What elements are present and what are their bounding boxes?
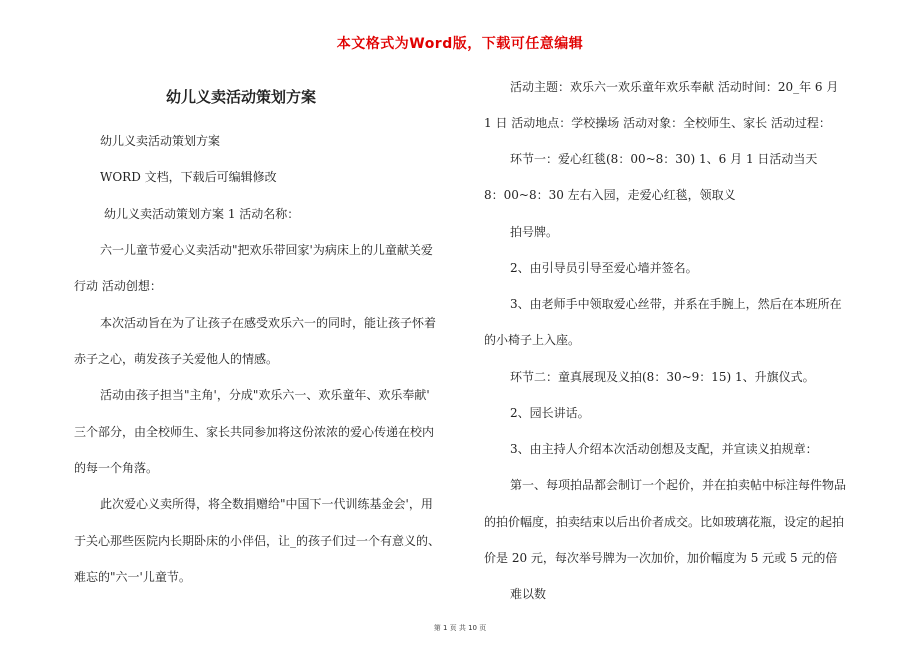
left-line: 六一儿童节爱心义卖活动"把欢乐带回家'为病床上的儿童献关爱 xyxy=(100,243,433,257)
left-line: 幼儿义卖活动策划方案 xyxy=(100,134,221,148)
left-line: 于关心那些医院内长期卧床的小伴侣，让_的孩子们过一个有意义的、 xyxy=(74,534,441,548)
right-line: 难以数 xyxy=(510,587,547,601)
right-line: 1 日 活动地点：学校操场 活动对象：全校师生、家长 活动过程： xyxy=(484,116,831,130)
right-line: 3、由主持人介绍本次活动创想及支配，并宣读义拍规章： xyxy=(510,442,818,456)
left-line: 此次爱心义卖所得，将全数捐赠给"中国下一代训练基金会'，用 xyxy=(100,497,433,511)
right-line: 环节一：爱心红毯(8：00~8：30) 1、6 月 1 日活动当天 xyxy=(510,152,818,166)
right-line: 8：00~8：30 左右入园，走爱心红毯，领取义 xyxy=(484,188,736,202)
left-line: 幼儿义卖活动策划方案 1 活动名称： xyxy=(104,207,300,221)
top-banner: 本文格式为Word版，下载可任意编辑 xyxy=(336,36,584,52)
right-line: 3、由老师手中领取爱心丝带，并系在手腕上，然后在本班所在 xyxy=(510,297,842,311)
right-line: 拍号牌。 xyxy=(510,225,559,239)
left-line: 赤子之心，萌发孩子关爱他人的情感。 xyxy=(74,352,279,366)
page-footer: 第 1 页 共 10 页 xyxy=(433,624,487,632)
left-line: 活动由孩子担当"主角'，分成"欢乐六一、欢乐童年、欢乐奉献' xyxy=(100,388,430,402)
right-line: 的小椅子上入座。 xyxy=(484,333,581,347)
left-line: 三个部分，由全校师生、家长共同参加将这份浓浓的爱心传递在校内 xyxy=(74,425,435,439)
document-title: 幼儿义卖活动策划方案 xyxy=(165,88,316,106)
left-line: 本次活动旨在为了让孩子在感受欢乐六一的同时，能让孩子怀着 xyxy=(100,316,437,330)
right-line: 第一、每项拍品都会制订一个起价，并在拍卖帖中标注每件物品 xyxy=(510,478,847,492)
left-line: 的每一个角落。 xyxy=(74,461,159,475)
right-line: 价是 20 元，每次举号牌为一次加价，加价幅度为 5 元或 5 元的倍 xyxy=(484,551,838,565)
right-line: 2、由引导员引导至爱心墙并签名。 xyxy=(510,261,698,275)
left-line: 难忘的"六一'儿童节。 xyxy=(74,570,191,584)
right-line: 的拍价幅度，拍卖结束以后出价者成交。比如玻璃花瓶，设定的起拍 xyxy=(484,515,845,529)
right-line: 2、园长讲话。 xyxy=(510,406,590,420)
left-line: 行动 活动创想： xyxy=(74,279,162,293)
right-line: 环节二：童真展现及义拍(8：30~9：15) 1、升旗仪式。 xyxy=(510,370,815,384)
left-line: WORD 文档，下载后可编辑修改 xyxy=(100,170,277,184)
right-line: 活动主题：欢乐六一欢乐童年欢乐奉献 活动时间：20_年 6 月 xyxy=(510,80,839,94)
